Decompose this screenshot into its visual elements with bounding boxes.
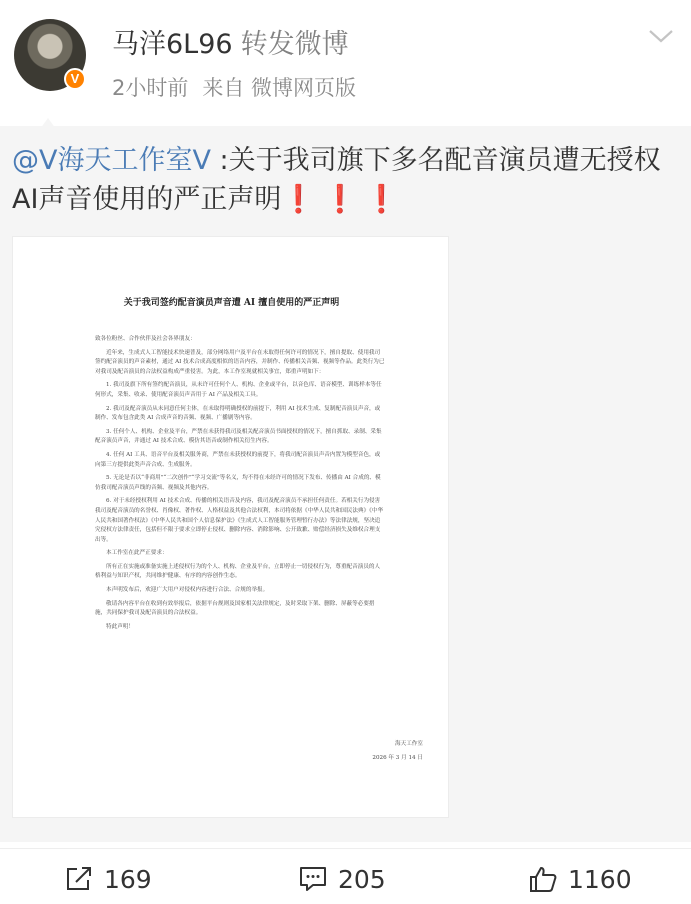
signature-name: 海天工作室: [395, 741, 423, 747]
statement-paragraph: 本声明发布后，欢迎广大用户对侵权内容进行合法、合规的举报。: [106, 587, 269, 594]
comment-button[interactable]: [298, 863, 386, 895]
statement-paragraph: 5. 无论是否以“非商用”“二次创作”“学习交流”等名义，均不得在未经许可的情况下发布、传播由 AI 合成的、模仿我司配音演员声线的音频、视频及其他内容。: [95, 475, 381, 491]
signature-date: 2026 年 3 月 14 日: [372, 755, 423, 761]
statement-greeting: 致各位粉丝、合作伙伴及社会各界朋友：: [95, 336, 196, 342]
statement-paragraph: 敬请各内容平台在收到有效举报后，依据平台规则及国家相关法律规定，及时采取下架、删除、屏蔽等必要措施，共同保护我司及配音演员的合法权益。: [95, 600, 375, 617]
statement-paragraph: 本工作室在此严正要求：: [106, 550, 168, 557]
statement-paragraph: 近年来，生成式人工智能技术快速普及，部分网络用户及平台在未取得任何许可的情况下，擅自提取、使用我司签约配音演员的声音素材，通过 AI 技术合成高度相似的语音内容，并制作、传播相关音频、视频等作品。此类行为已对我司及配音演员的合法权益构成严重侵害。为此，本工作室现就相关事宜，郑重声明如下：: [95, 349, 385, 375]
repost-pointer: [38, 118, 58, 132]
post-time[interactable]: 2小时前: [112, 76, 189, 100]
chevron-down-icon[interactable]: [646, 24, 676, 48]
username-link[interactable]: 马洋6L96: [112, 29, 233, 60]
repost-text: [12, 142, 682, 219]
statement-paragraph: 4. 任何 AI 工具、语音平台及相关服务商，严禁在未获授权的前提下，将我司配音演员声音内置为模型音色，或向第三方提供此类声音合成、生成服务。: [95, 451, 381, 468]
post-header: [0, 0, 691, 120]
exclamation-emoji: ❗❗❗: [281, 184, 407, 214]
statement-paragraph: 6. 对于未经授权利用 AI 技术合成、传播的相关语音及内容，我司及配音演员不承担任何责任。若相关行为侵害我司及配音演员的名誉权、肖像权、著作权、人格权益及其他合法权利，本司将依据《中华人民共和国民法典》《中华人民共和国著作权法》《中华人民共和国个人信息保护法》《生成式人工智能服务管理暂行办法》等法律法规，坚决追究侵权方法律责任，包括但不限于要求立即停止侵权、删除内容、消除影响、公开致歉、赔偿经济损失及维权合理支出等。: [95, 498, 384, 543]
statement-body: [95, 335, 385, 636]
statement-paragraph: 特此声明！: [106, 623, 134, 630]
repost-body: :关于我司旗下多名配音演员遭无授权AI声音使用的严正声明: [12, 145, 661, 215]
like-button[interactable]: [528, 863, 632, 895]
like-icon: [528, 865, 558, 893]
comment-count: 205: [338, 864, 386, 894]
post-action-label: 转发微博: [240, 29, 349, 60]
like-count: 1160: [568, 864, 632, 894]
statement-paragraph: 所有正在实施或准备实施上述侵权行为的个人、机构、企业及平台，立即停止一切侵权行为，尊重配音演员的人格利益与知识产权，共同维护健康、有序的内容创作生态。: [95, 563, 381, 580]
mention-link[interactable]: @V海天工作室V: [12, 145, 211, 176]
statement-image[interactable]: [12, 236, 449, 818]
repost-button[interactable]: [64, 863, 152, 895]
statement-paragraph: 2. 我司及配音演员从未同意任何主体，在未取得明确授权的前提下，利用 AI 技术生成、复制配音演员声音，或制作、发布包含此类 AI 合成声音的音频、视频、广播剧等内容。: [95, 405, 381, 422]
post-source: 来自 微博网页版: [202, 76, 357, 100]
action-bar: [0, 848, 691, 904]
statement-signature: [323, 737, 423, 765]
repost-count: 169: [104, 864, 152, 894]
statement-title: 关于我司签约配音演员声音遭 AI 擅自使用的严正声明: [123, 298, 340, 308]
comment-icon: [298, 865, 328, 893]
post-author: [112, 22, 349, 61]
verified-badge-icon: V: [64, 68, 86, 90]
statement-paragraph: 1. 我司及旗下所有签约配音演员，从未许可任何个人、机构、企业或平台，以音色库、语音模型、训练样本等任何形式，采集、收录、使用配音演员声音用于 AI 产品及相关工具。: [95, 382, 382, 398]
post-meta: [112, 72, 356, 102]
statement-paragraph: 3. 任何个人、机构、企业及平台，严禁在未获得我司及相关配音演员书面授权的情况下，擅自抓取、录制、采集配音演员声音，并通过 AI 技术合成、模仿其语音或制作相关衍生内容。: [95, 428, 382, 445]
share-icon: [64, 865, 94, 893]
